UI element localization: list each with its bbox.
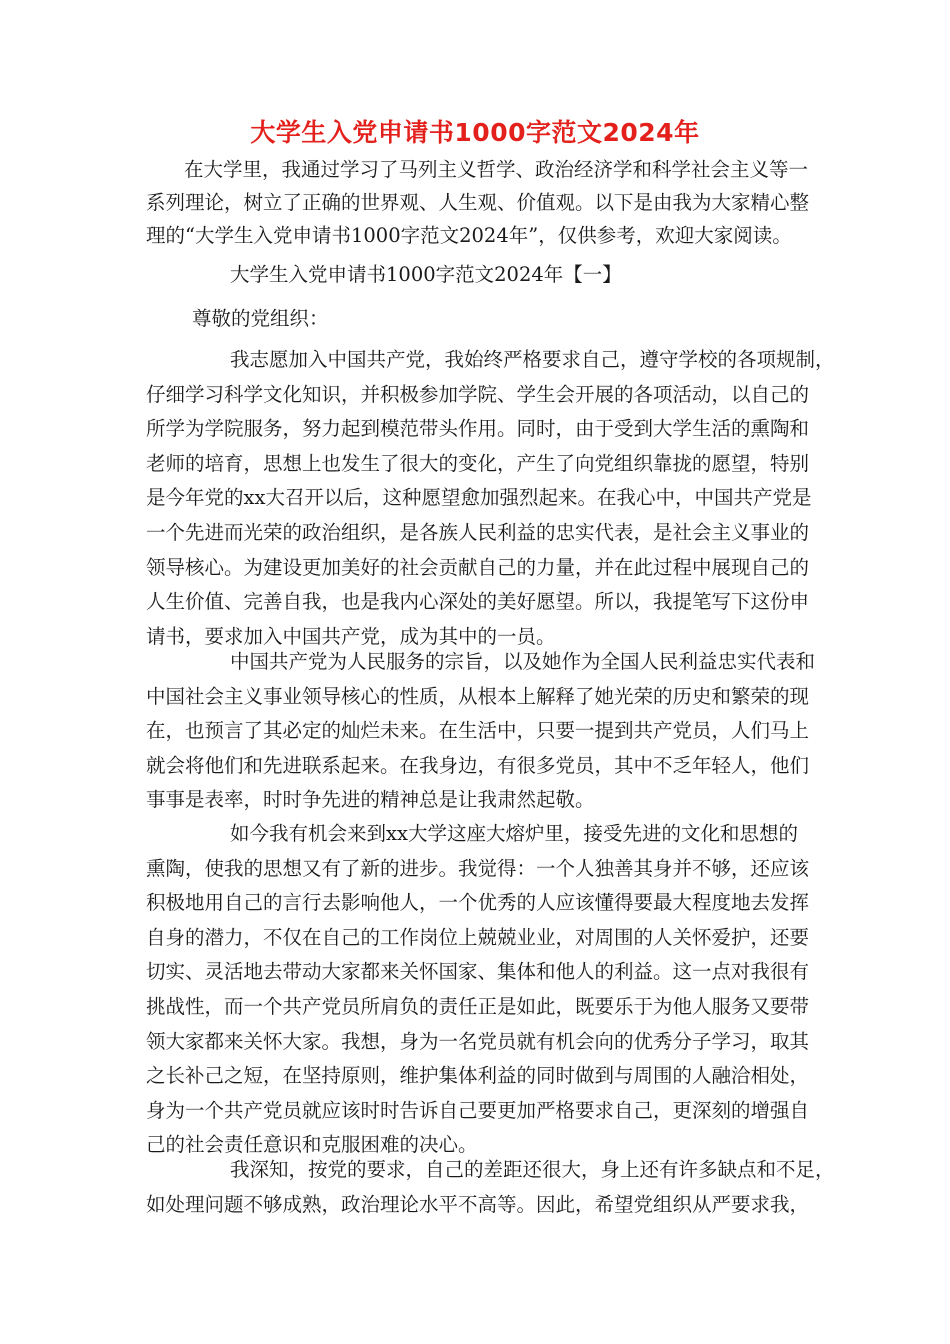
paragraph-line: 自身的潜力，不仅在自己的工作岗位上兢兢业业，对周围的人关怀爱护，还要 — [146, 925, 810, 949]
paragraph-line: 一个先进而光荣的政治组织，是各族人民利益的忠实代表，是社会主义事业的 — [146, 520, 810, 544]
paragraph-line: 挑战性，而一个共产党员所肩负的责任正是如此，既要乐于为他人服务又要带 — [146, 994, 810, 1018]
paragraph-line: 领大家都来关怀大家。我想，身为一名党员就有机会向的优秀分子学习，取其 — [146, 1029, 810, 1053]
paragraph-line: 身为一个共产党员就应该时时告诉自己要更加严格要求自己，更深刻的增强自 — [146, 1098, 810, 1122]
paragraph-line: 我深知，按党的要求，自己的差距还很大，身上还有许多缺点和不足， — [230, 1158, 835, 1181]
paragraph-line: 所学为学院服务，努力起到模范带头作用。同时，由于受到大学生活的熏陶和 — [146, 417, 810, 441]
paragraph-line: 己的社会责任意识和克服困难的决心。 — [146, 1133, 478, 1157]
section-heading: 大学生入党申请书1000字范文2024年【一】 — [230, 263, 622, 286]
paragraph-line: 事事是表率，时时争先进的精神总是让我肃然起敬。 — [146, 788, 595, 812]
body-paragraph-1 — [146, 343, 836, 654]
body-paragraph-2 — [146, 645, 836, 818]
paragraph-line: 如处理问题不够成熟，政治理论水平不高等。因此，希望党组织从严要求我， — [146, 1192, 810, 1216]
paragraph-line: 请书，要求加入中国共产党，成为其中的一员。 — [146, 624, 556, 648]
paragraph-line: 中国共产党为人民服务的宗旨，以及她作为全国人民利益忠实代表和 — [230, 650, 816, 673]
paragraph-line: 如今我有机会来到xx大学这座大熔炉里，接受先进的文化和思想的 — [230, 822, 798, 845]
intro-line: 在大学里，我通过学习了马列主义哲学、政治经济学和科学社会主义等一 — [184, 158, 809, 181]
paragraph-line: 切实、灵活地去带动大家都来关怀国家、集体和他人的利益。这一点对我很有 — [146, 960, 810, 984]
paragraph-line: 老师的培育，思想上也发生了很大的变化，产生了向党组织靠拢的愿望，特别 — [146, 451, 810, 475]
body-paragraph-4 — [146, 1153, 836, 1222]
paragraph-line: 仔细学习科学文化知识，并积极参加学院、学生会开展的各项活动，以自己的 — [146, 382, 810, 406]
intro-paragraph — [146, 153, 828, 252]
document-title: 大学生入党申请书1000字范文2024年 — [250, 118, 700, 147]
intro-line: 系列理论，树立了正确的世界观、人生观、价值观。以下是由我为大家精心整 — [146, 191, 810, 214]
paragraph-line: 熏陶，使我的思想又有了新的进步。我觉得：一个人独善其身并不够，还应该 — [146, 856, 810, 880]
paragraph-line: 中国社会主义事业领导核心的性质，从根本上解释了她光荣的历史和繁荣的现 — [146, 684, 810, 708]
paragraph-line: 领导核心。为建设更加美好的社会贡献自己的力量，并在此过程中展现自己的 — [146, 555, 810, 579]
body-paragraph-3 — [146, 817, 836, 1163]
paragraph-line: 就会将他们和先进联系起来。在我身边，有很多党员，其中不乏年轻人，他们 — [146, 753, 810, 777]
intro-line: 理的“大学生入党申请书1000字范文2024年”，仅供参考，欢迎大家阅读。 — [146, 224, 792, 247]
paragraph-line: 在，也预言了其必定的灿烂未来。在生活中，只要一提到共产党员，人们马上 — [146, 719, 810, 743]
paragraph-line: 我志愿加入中国共产党，我始终严格要求自己，遵守学校的各项规制， — [230, 348, 835, 371]
paragraph-line: 之长补己之短，在坚持原则，维护集体利益的同时做到与周围的人融洽相处， — [146, 1064, 810, 1088]
paragraph-line: 人生价值、完善自我，也是我内心深处的美好愿望。所以，我提笔写下这份申 — [146, 590, 810, 614]
salutation: 尊敬的党组织： — [192, 307, 329, 330]
paragraph-line: 积极地用自己的言行去影响他人，一个优秀的人应该懂得要最大程度地去发挥 — [146, 891, 810, 915]
paragraph-line: 是今年党的xx大召开以后，这种愿望愈加强烈起来。在我心中，中国共产党是 — [146, 486, 812, 510]
